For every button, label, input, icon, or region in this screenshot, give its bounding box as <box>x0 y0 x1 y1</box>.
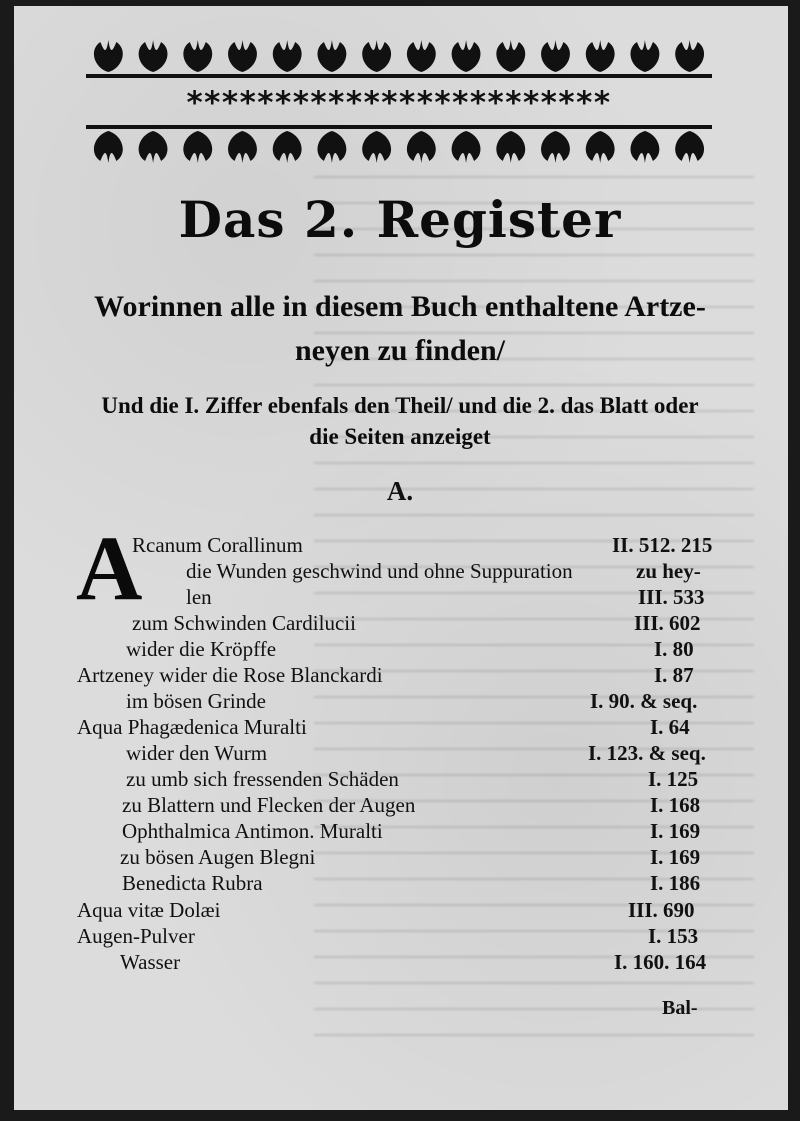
entry-reference: I. 87 <box>654 663 694 687</box>
entry-label: Aqua Phagædenica Muralti <box>77 715 307 739</box>
entry-label: Augen-Pulver <box>77 924 195 948</box>
entry-label: wider den Wurm <box>126 741 268 765</box>
entry-label: Ophthalmica Antimon. Muralti <box>122 819 383 843</box>
entry-reference: I. 90. & seq. <box>590 689 698 713</box>
entry-reference: I. 169 <box>650 819 701 843</box>
entry-label: im bösen Grinde <box>126 689 266 713</box>
entry-reference: I. 123. & seq. <box>588 741 706 765</box>
entry-label: Aqua vitæ Dolæi <box>77 898 221 922</box>
entry-reference: III. 602 <box>634 611 701 635</box>
entry-reference: I. 168 <box>650 793 701 817</box>
entry-reference: I. 80 <box>654 637 694 661</box>
entry-reference: II. 512. 215 <box>612 533 713 557</box>
entry-reference: I. 186 <box>650 871 701 895</box>
drop-cap: A <box>76 517 143 619</box>
entry-label: Benedicta Rubra <box>122 871 263 895</box>
entry-label: wider die Kröpffe <box>126 637 277 661</box>
entry-reference: III. 690 <box>628 898 695 922</box>
entry-reference: III. 533 <box>638 585 705 609</box>
ornament-star-band: ************************ <box>186 85 612 121</box>
entry-label: zu umb sich fressenden Schäden <box>126 767 399 791</box>
entry-reference: I. 125 <box>648 767 699 791</box>
catchword: Bal- <box>662 997 698 1019</box>
register-title: Das 2. Register <box>178 190 622 249</box>
register-note: Und die I. Ziffer ebenfals den Theil/ und die 2. das Blatt oder die Seiten anzeiget <box>101 393 699 449</box>
entry-reference: I. 64 <box>650 715 690 739</box>
entry-label: Rcanum Corallinum <box>132 533 303 557</box>
entry-label: Wasser <box>120 950 181 974</box>
entry-label: zum Schwinden Cardilucii <box>132 611 356 635</box>
entry-label: zu Blattern und Flecken der Augen <box>122 793 416 817</box>
entry-label: zu bösen Augen Blegni <box>120 845 316 869</box>
entry-label: len <box>186 585 212 609</box>
entry-label: die Wunden geschwind und ohne Suppuration <box>186 559 573 583</box>
entry-reference: I. 153 <box>648 924 699 948</box>
entry-label: Artzeney wider die Rose Blanckardi <box>77 663 383 687</box>
entry-reference: zu hey- <box>636 559 701 583</box>
entry-reference: I. 160. 164 <box>614 950 707 974</box>
register-subtitle: Worinnen alle in diesem Buch enthaltene Artze-neyen zu finden/ <box>94 290 706 367</box>
section-letter: A. <box>386 476 414 506</box>
entry-reference: I. 169 <box>650 845 701 869</box>
